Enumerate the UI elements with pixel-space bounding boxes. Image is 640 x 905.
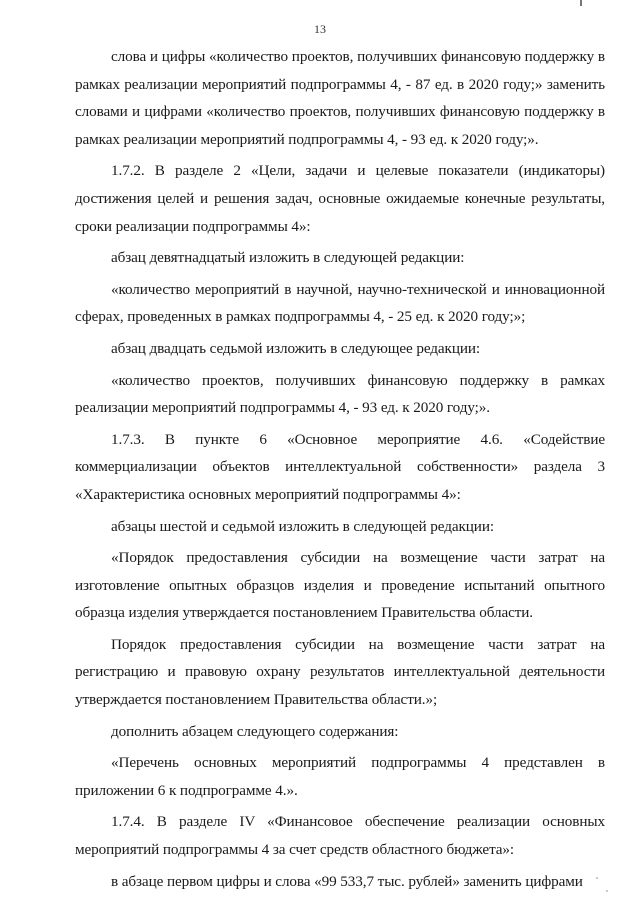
paragraph-7: 1.7.3. В пункте 6 «Основное мероприятие 4.6. «Содействие коммерциализации объектов интеллектуальной собственности» раздела 3 «Характеристика основных мероприятий подпрограммы 4»: bbox=[75, 430, 605, 503]
paragraph-6: «количество проектов, получивших финансовую поддержку в рамках реализации мероприятий подпрограммы 4, - 93 ед. к 2020 году;». bbox=[75, 371, 605, 417]
scan-corner-mark bbox=[580, 0, 582, 6]
page-number: 13 bbox=[314, 22, 326, 36]
paragraph-14: в абзаце первом цифры и слова «99 533,7 тыс. рублей» заменить цифрами bbox=[111, 872, 583, 890]
paragraph-11: дополнить абзацем следующего содержания: bbox=[111, 722, 399, 740]
paragraph-1: слова и цифры «количество проектов, получивших финансовую поддержку в рамках реализации мероприятий подпрограммы 4, - 87 ед. в 2020 году;» заменить словами и цифрами «количество проектов, получивших финансовую поддержку в рамках реализации мероприятий подпрограммы 4, - 93 ед. к 2020 году;». bbox=[75, 48, 605, 148]
paragraph-9: «Порядок предоставления субсидии на возмещение части затрат на изготовление опытных образцов изделия и проведение испытаний опытного образца изделия утверждается постановлением Правительства области. bbox=[75, 549, 605, 622]
paragraph-2: 1.7.2. В разделе 2 «Цели, задачи и целевые показатели (индикаторы) достижения целей и решения задач, основные ожидаемые конечные результаты, сроки реализации подпрограммы 4»: bbox=[75, 162, 605, 235]
paragraph-4: «количество мероприятий в научной, научно-технической и инновационной сферах, проведенных в рамках подпрограммы 4, - 25 ед. к 2020 году;»; bbox=[75, 280, 605, 326]
paragraph-3: абзац девятнадцатый изложить в следующей редакции: bbox=[111, 249, 465, 267]
scan-speck bbox=[596, 877, 598, 879]
paragraph-8: абзацы шестой и седьмой изложить в следующей редакции: bbox=[111, 517, 494, 535]
paragraph-13: 1.7.4. В разделе IV «Финансовое обеспечение реализации основных мероприятий подпрограммы 4 за счет средств областного бюджета»: bbox=[75, 813, 605, 859]
document-body bbox=[75, 43, 605, 899]
paragraph-5: абзац двадцать седьмой изложить в следующее редакции: bbox=[111, 339, 481, 357]
paragraph-12: «Перечень основных мероприятий подпрограммы 4 представлен в приложении 6 к подпрограмме 4.». bbox=[75, 754, 605, 799]
scan-speck bbox=[606, 890, 608, 892]
paragraph-10: Порядок предоставления субсидии на возмещение части затрат на регистрацию и правовую охрану результатов интеллектуальной деятельности утверждается постановлением Правительства области.»; bbox=[75, 635, 605, 709]
